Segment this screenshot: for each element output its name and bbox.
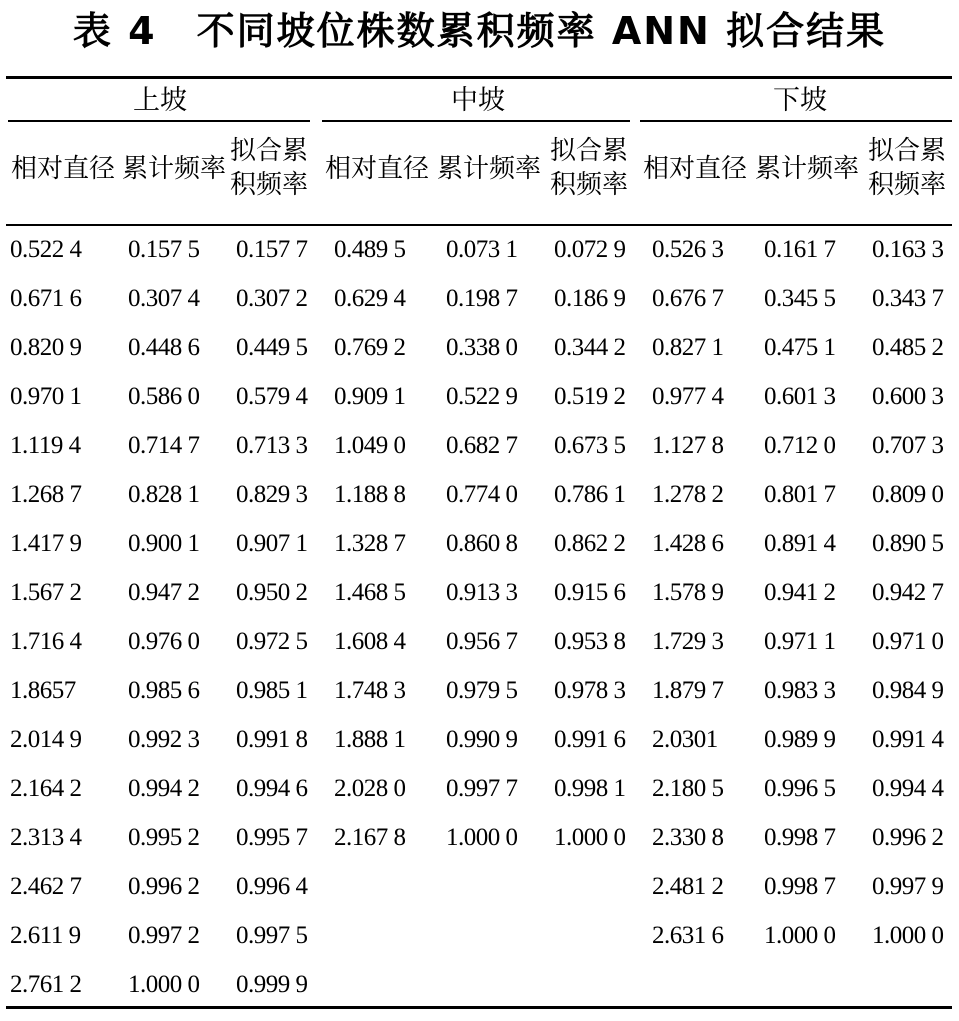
table-cell: 1.119 4 (10, 432, 81, 459)
table-cell: 0.809 0 (872, 481, 944, 508)
table-cell: 0.676 7 (652, 285, 724, 312)
table-cell: 0.307 4 (128, 285, 200, 312)
table-cell: 0.977 4 (652, 383, 724, 410)
column-header: 相对直径 (324, 154, 429, 184)
table-cell: 0.186 9 (554, 285, 626, 312)
table-cell: 0.971 1 (764, 628, 836, 655)
table-cell: 1.328 7 (334, 530, 406, 557)
table-cell: 0.827 1 (652, 334, 724, 361)
table-cell: 0.942 7 (872, 579, 944, 606)
table-cell: 0.996 5 (764, 775, 836, 802)
table-cell: 2.180 5 (652, 775, 724, 802)
table-cell: 1.748 3 (334, 677, 406, 704)
table-cell: 1.8657 (10, 677, 76, 704)
table-cell: 0.915 6 (554, 579, 626, 606)
table-cell: 1.000 0 (446, 824, 518, 851)
table-cell: 1.729 3 (652, 628, 724, 655)
table-cell: 1.468 5 (334, 579, 406, 606)
table-cell: 0.997 9 (872, 873, 944, 900)
table-cell: 0.891 4 (764, 530, 836, 557)
table-cell: 0.338 0 (446, 334, 518, 361)
table-title: 表 4 不同坡位株数累积频率 ANN 拟合结果 (72, 9, 887, 53)
column-header: 拟合累 积频率 (867, 136, 946, 200)
table-cell: 0.992 3 (128, 726, 200, 753)
table-cell: 0.820 9 (10, 334, 82, 361)
column-header: 相对直径 (642, 154, 747, 184)
table-cell: 0.890 5 (872, 530, 944, 557)
table-cell: 0.978 3 (554, 677, 626, 704)
table-cell: 0.997 2 (128, 922, 200, 949)
table-cell: 0.714 7 (128, 432, 200, 459)
table-cell: 0.947 2 (128, 579, 200, 606)
table-cell: 0.786 1 (554, 481, 626, 508)
table-cell: 0.983 3 (764, 677, 836, 704)
table-cell: 0.586 0 (128, 383, 200, 410)
table-cell: 0.991 4 (872, 726, 944, 753)
table-cell: 2.631 6 (652, 922, 724, 949)
table-cell: 0.345 5 (764, 285, 836, 312)
table-cell: 0.862 2 (554, 530, 626, 557)
table-cell: 2.462 7 (10, 873, 82, 900)
table-cell: 0.157 7 (236, 236, 308, 263)
table-cell: 2.014 9 (10, 726, 82, 753)
group-label-middle: 中坡 (451, 85, 505, 116)
table-cell: 0.998 7 (764, 824, 836, 851)
table-cell: 0.950 2 (236, 579, 308, 606)
table-cell: 2.0301 (652, 726, 718, 753)
table-cell: 0.985 1 (236, 677, 308, 704)
column-header: 累计频率 (754, 154, 859, 184)
table-cell: 0.913 3 (446, 579, 518, 606)
table-cell: 0.828 1 (128, 481, 200, 508)
table-cell: 1.049 0 (334, 432, 406, 459)
table-cell: 0.629 4 (334, 285, 406, 312)
table-cell: 0.072 9 (554, 236, 626, 263)
table-cell: 0.994 4 (872, 775, 944, 802)
table-cell: 0.995 2 (128, 824, 200, 851)
table-cell: 1.608 4 (334, 628, 406, 655)
table-cell: 0.907 1 (236, 530, 308, 557)
table-cell: 0.343 7 (872, 285, 944, 312)
table-cell: 0.985 6 (128, 677, 200, 704)
table-cell: 0.600 3 (872, 383, 944, 410)
table-cell: 1.716 4 (10, 628, 82, 655)
table-cell: 0.344 2 (554, 334, 626, 361)
table-cell: 0.991 6 (554, 726, 626, 753)
column-header: 相对直径 (10, 154, 115, 184)
table-cell: 0.997 7 (446, 775, 518, 802)
table-cell: 0.526 3 (652, 236, 724, 263)
table-cell: 0.860 8 (446, 530, 518, 557)
table-cell: 0.999 9 (236, 971, 308, 998)
table-cell: 0.449 5 (236, 334, 308, 361)
table-cell: 0.161 7 (764, 236, 836, 263)
table-cell: 1.000 0 (128, 971, 200, 998)
table-cell: 1.428 6 (652, 530, 724, 557)
group-rule-upper (8, 120, 310, 122)
bottom-rule (6, 1006, 952, 1009)
table-cell: 0.671 6 (10, 285, 82, 312)
table-cell: 0.998 1 (554, 775, 626, 802)
group-rule-lower (640, 120, 952, 122)
table-cell: 0.979 5 (446, 677, 518, 704)
table-cell: 0.519 2 (554, 383, 626, 410)
table-cell: 0.909 1 (334, 383, 406, 410)
table-cell: 2.761 2 (10, 971, 82, 998)
table-cell: 1.000 0 (764, 922, 836, 949)
table-cell: 1.888 1 (334, 726, 406, 753)
table-cell: 2.164 2 (10, 775, 82, 802)
table-cell: 0.774 0 (446, 481, 518, 508)
table-cell: 0.713 3 (236, 432, 308, 459)
table-cell: 0.712 0 (764, 432, 836, 459)
table-cell: 0.707 3 (872, 432, 944, 459)
table-cell: 0.522 9 (446, 383, 518, 410)
table-cell: 0.489 5 (334, 236, 406, 263)
table-cell: 2.611 9 (10, 922, 81, 949)
table-cell: 0.971 0 (872, 628, 944, 655)
table-cell: 2.330 8 (652, 824, 724, 851)
table-cell: 0.579 4 (236, 383, 308, 410)
table-cell: 1.188 8 (334, 481, 406, 508)
table-cell: 0.673 5 (554, 432, 626, 459)
table-cell: 1.127 8 (652, 432, 724, 459)
table-cell: 0.448 6 (128, 334, 200, 361)
table-cell: 0.976 0 (128, 628, 200, 655)
table-cell: 0.990 9 (446, 726, 518, 753)
table-cell: 1.000 0 (554, 824, 626, 851)
table-cell: 0.996 2 (128, 873, 200, 900)
table-cell: 0.953 8 (554, 628, 626, 655)
table-cell: 0.994 6 (236, 775, 308, 802)
table-cell: 0.522 4 (10, 236, 82, 263)
table-cell: 0.475 1 (764, 334, 836, 361)
group-rule-middle (322, 120, 630, 122)
table-cell: 0.801 7 (764, 481, 836, 508)
table-cell: 1.000 0 (872, 922, 944, 949)
top-rule (6, 76, 952, 79)
table-cell: 0.307 2 (236, 285, 308, 312)
table-cell: 0.972 5 (236, 628, 308, 655)
table-cell: 0.163 3 (872, 236, 944, 263)
table-cell: 0.996 4 (236, 873, 308, 900)
header-rule (6, 224, 952, 226)
column-header: 拟合累 积频率 (229, 136, 308, 200)
table-cell: 0.485 2 (872, 334, 944, 361)
group-label-lower: 下坡 (773, 85, 827, 116)
table-cell: 2.481 2 (652, 873, 724, 900)
table-cell: 0.198 7 (446, 285, 518, 312)
table-cell: 0.769 2 (334, 334, 406, 361)
table-cell: 1.578 9 (652, 579, 724, 606)
table-cell: 0.829 3 (236, 481, 308, 508)
table-cell: 0.900 1 (128, 530, 200, 557)
table-cell: 1.278 2 (652, 481, 724, 508)
table-cell: 0.157 5 (128, 236, 200, 263)
table-cell: 0.941 2 (764, 579, 836, 606)
table-cell: 0.970 1 (10, 383, 82, 410)
column-header: 累计频率 (436, 154, 541, 184)
column-header: 累计频率 (122, 154, 227, 184)
table-cell: 1.879 7 (652, 677, 724, 704)
table-cell: 0.991 8 (236, 726, 308, 753)
table-cell: 0.989 9 (764, 726, 836, 753)
table-cell: 0.998 7 (764, 873, 836, 900)
table-cell: 0.994 2 (128, 775, 200, 802)
table-cell: 1.417 9 (10, 530, 82, 557)
table-cell: 1.268 7 (10, 481, 82, 508)
column-header: 拟合累 积频率 (549, 136, 628, 200)
table-cell: 0.984 9 (872, 677, 944, 704)
table-cell: 0.997 5 (236, 922, 308, 949)
table-cell: 0.956 7 (446, 628, 518, 655)
table-cell: 0.996 2 (872, 824, 944, 851)
table-cell: 0.682 7 (446, 432, 518, 459)
table-cell: 2.167 8 (334, 824, 406, 851)
table-cell: 0.601 3 (764, 383, 836, 410)
table-cell: 2.028 0 (334, 775, 406, 802)
table-cell: 1.567 2 (10, 579, 82, 606)
table-cell: 0.073 1 (446, 236, 518, 263)
group-label-upper: 上坡 (133, 85, 187, 116)
table-cell: 2.313 4 (10, 824, 82, 851)
table-cell: 0.995 7 (236, 824, 308, 851)
